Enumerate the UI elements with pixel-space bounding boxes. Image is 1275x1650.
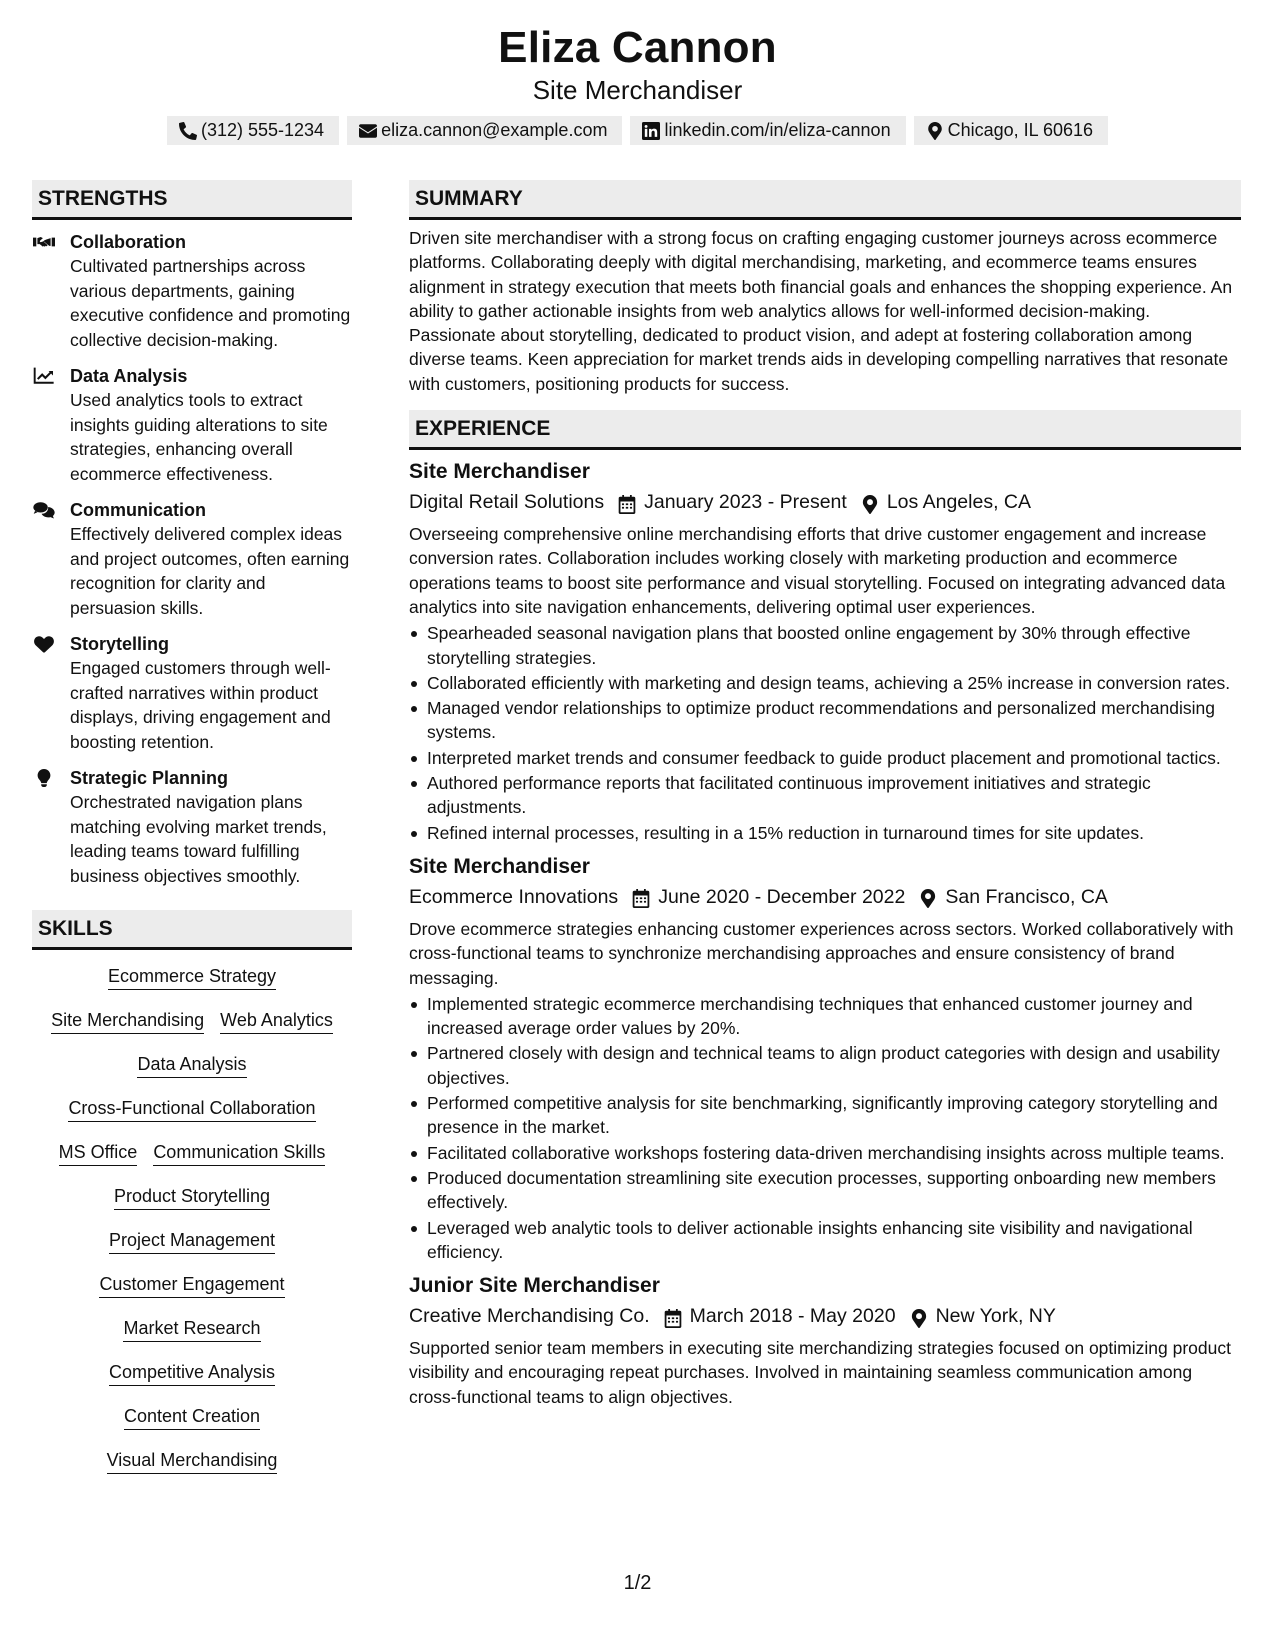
- job-dates: March 2018 - May 2020: [689, 1305, 896, 1328]
- contact-phone[interactable]: [167, 116, 339, 145]
- job-bullet: Collaborated efficiently with marketing and design teams, achieving a 25% increase in conversion rates.: [409, 671, 1241, 695]
- skill-tag: Web Analytics: [220, 1008, 333, 1034]
- linkedin-icon: [642, 122, 660, 140]
- job-dates: June 2020 - December 2022: [658, 885, 906, 908]
- job-dates: January 2023 - Present: [644, 491, 847, 514]
- contact-location[interactable]: [914, 116, 1108, 145]
- job-bullet: Implemented strategic ecommerce merchandising techniques that enhanced customer journey and increased average order values by 20%.: [409, 992, 1241, 1041]
- job-location: New York, NY: [935, 1305, 1056, 1328]
- phone-icon: [179, 122, 197, 140]
- strength-name: Data Analysis: [70, 366, 188, 386]
- skill-tag: Product Storytelling: [114, 1184, 270, 1210]
- contact-linkedin[interactable]: [630, 116, 905, 145]
- calendar-icon: [618, 493, 636, 512]
- page-number: 1/2: [623, 1572, 652, 1594]
- job-bullet: Authored performance reports that facilitated continuous improvement initiatives and strategic adjustments.: [409, 771, 1241, 820]
- job-entry: [409, 1272, 1241, 1409]
- map-pin-icon: [861, 493, 879, 512]
- skill-tag: Customer Engagement: [99, 1272, 284, 1298]
- job-title: Junior Site Merchandiser: [409, 1274, 660, 1298]
- map-pin-icon: [926, 122, 944, 140]
- strength-name: Communication: [70, 500, 207, 520]
- strength-item: [32, 364, 352, 486]
- skill-tag: Competitive Analysis: [109, 1360, 275, 1386]
- skill-tag: Cross-Functional Collaboration: [68, 1096, 315, 1122]
- job-bullet: Partnered closely with design and technical teams to align product categories with design and usability objectives.: [409, 1041, 1241, 1090]
- job-bullets: [409, 992, 1241, 1264]
- job-bullets: [409, 621, 1241, 845]
- job-description: Supported senior team members in executing site merchandizing strategies focused on optimizing product visibility and encouraging repeat purchases. Involved in maintaining seamless communication among cross-functional teams to align objectives.: [409, 1338, 1231, 1407]
- strength-item: [32, 230, 352, 352]
- contact-email-text: eliza.cannon@example.com: [381, 120, 608, 140]
- job-company: Creative Merchandising Co.: [409, 1305, 650, 1328]
- skills-list: [32, 950, 352, 1474]
- lightbulb-icon: [32, 766, 70, 888]
- calendar-icon: [664, 1307, 682, 1326]
- chart-line-icon: [32, 364, 70, 486]
- skills-heading: SKILLS: [32, 910, 352, 950]
- experience-heading: EXPERIENCE: [409, 410, 1241, 450]
- envelope-icon: [359, 122, 377, 140]
- strength-desc: Used analytics tools to extract insights guiding alterations to site strategies, enhancing overall ecommerce effectiveness.: [70, 390, 328, 484]
- handshake-icon: [32, 230, 70, 352]
- candidate-title: Site Merchandiser: [532, 75, 743, 105]
- job-bullet: Spearheaded seasonal navigation plans that boosted online engagement by 30% through effective storytelling strategies.: [409, 621, 1241, 670]
- strengths-heading: STRENGTHS: [32, 180, 352, 220]
- skill-tag: Market Research: [123, 1316, 260, 1342]
- job-bullet: Facilitated collaborative workshops fostering data-driven merchandising insights across multiple teams.: [409, 1141, 1241, 1165]
- job-meta: [409, 487, 1241, 517]
- strength-item: [32, 766, 352, 888]
- left-column: [32, 180, 352, 1492]
- job-description: Overseeing comprehensive online merchandising efforts that drive customer engagement and increase conversion rates. Collaboration includes working closely with marketing production and ecommerce operations teams to boost site performance and visual storytelling. Focused on integrating advanced data analytics into site navigation enhancements, delivering optimal user experiences.: [409, 524, 1226, 617]
- skill-tag: Communication Skills: [153, 1140, 325, 1166]
- map-pin-icon: [919, 887, 937, 906]
- job-company: Ecommerce Innovations: [409, 885, 619, 908]
- skill-tag: Site Merchandising: [51, 1008, 204, 1034]
- strength-desc: Engaged customers through well-crafted narratives within product displays, driving engagement and boosting retention.: [70, 658, 331, 752]
- contact-email[interactable]: [347, 116, 622, 145]
- resume-header: [0, 22, 1275, 145]
- strength-desc: Cultivated partnerships across various departments, gaining executive confidence and promoting collective decision-making.: [70, 256, 351, 350]
- strength-desc: Effectively delivered complex ideas and project outcomes, often earning recognition for clarity and persuasion skills.: [70, 524, 350, 618]
- skill-tag: MS Office: [59, 1140, 138, 1166]
- contact-location-text: Chicago, IL 60616: [947, 120, 1094, 140]
- job-bullet: Interpreted market trends and consumer feedback to guide product placement and promotional tactics.: [409, 746, 1241, 770]
- job-description: Drove ecommerce strategies enhancing customer experiences across sectors. Worked collaboratively with cross-functional teams to synchronize merchandising approaches and ensure consistency of brand messaging.: [409, 918, 1234, 988]
- strength-desc: Orchestrated navigation plans matching evolving market trends, leading teams toward fulfilling business objectives smoothly.: [70, 792, 327, 886]
- job-bullet: Managed vendor relationships to optimize product recommendations and personalized merchandising systems.: [409, 696, 1241, 745]
- map-pin-icon: [910, 1307, 928, 1326]
- contact-bar: [0, 116, 1275, 145]
- job-meta: [409, 1301, 1241, 1331]
- strength-item: [32, 632, 352, 754]
- skill-tag: Visual Merchandising: [107, 1448, 278, 1474]
- summary-text: Driven site merchandiser with a strong focus on crafting engaging customer journeys across ecommerce platforms. Collaborating deeply with digital merchandising, marketing, and ecommerce teams ensures alignment in strategy execution that meets both financial goals and enhances the shopping experience. An ability to gather actionable insights from web analytics allows for well-informed decision-making. Passionate about storytelling, dedicated to product vision, and adept at fostering collaboration among diverse teams. Keen appreciation for market trends aids in developing compelling narratives that resonate with customers, positioning products for success.: [409, 228, 1233, 394]
- skill-tag: Project Management: [109, 1228, 275, 1254]
- job-bullet: Produced documentation streamlining site execution processes, supporting onboarding new members effectively.: [409, 1166, 1241, 1215]
- contact-phone-text: (312) 555-1234: [200, 120, 325, 140]
- candidate-name: Eliza Cannon: [498, 23, 777, 72]
- job-bullet: Leveraged web analytic tools to deliver actionable insights enhancing site visibility and navigational efficiency.: [409, 1216, 1241, 1265]
- job-bullet: Performed competitive analysis for site benchmarking, significantly improving category storytelling and presence in the market.: [409, 1091, 1241, 1140]
- job-entry: [409, 853, 1241, 1264]
- summary-heading: SUMMARY: [409, 180, 1241, 220]
- job-title: Site Merchandiser: [409, 460, 590, 484]
- right-column: [409, 180, 1241, 1409]
- job-entry: [409, 458, 1241, 845]
- job-location: Los Angeles, CA: [886, 491, 1031, 514]
- skill-tag: Data Analysis: [137, 1052, 246, 1078]
- strength-name: Storytelling: [70, 634, 170, 654]
- contact-linkedin-text: linkedin.com/in/eliza-cannon: [664, 120, 891, 140]
- job-meta: [409, 882, 1241, 912]
- heart-icon: [32, 632, 70, 754]
- skill-tag: Content Creation: [124, 1404, 260, 1430]
- strength-name: Collaboration: [70, 232, 186, 252]
- job-bullet: Refined internal processes, resulting in a 15% reduction in turnaround times for site updates.: [409, 821, 1241, 845]
- comments-icon: [32, 498, 70, 620]
- job-location: San Francisco, CA: [945, 885, 1108, 908]
- job-title: Site Merchandiser: [409, 854, 590, 878]
- strength-name: Strategic Planning: [70, 768, 229, 788]
- job-company: Digital Retail Solutions: [409, 491, 605, 514]
- calendar-icon: [632, 887, 650, 906]
- strength-item: [32, 498, 352, 620]
- skill-tag: Ecommerce Strategy: [108, 964, 276, 990]
